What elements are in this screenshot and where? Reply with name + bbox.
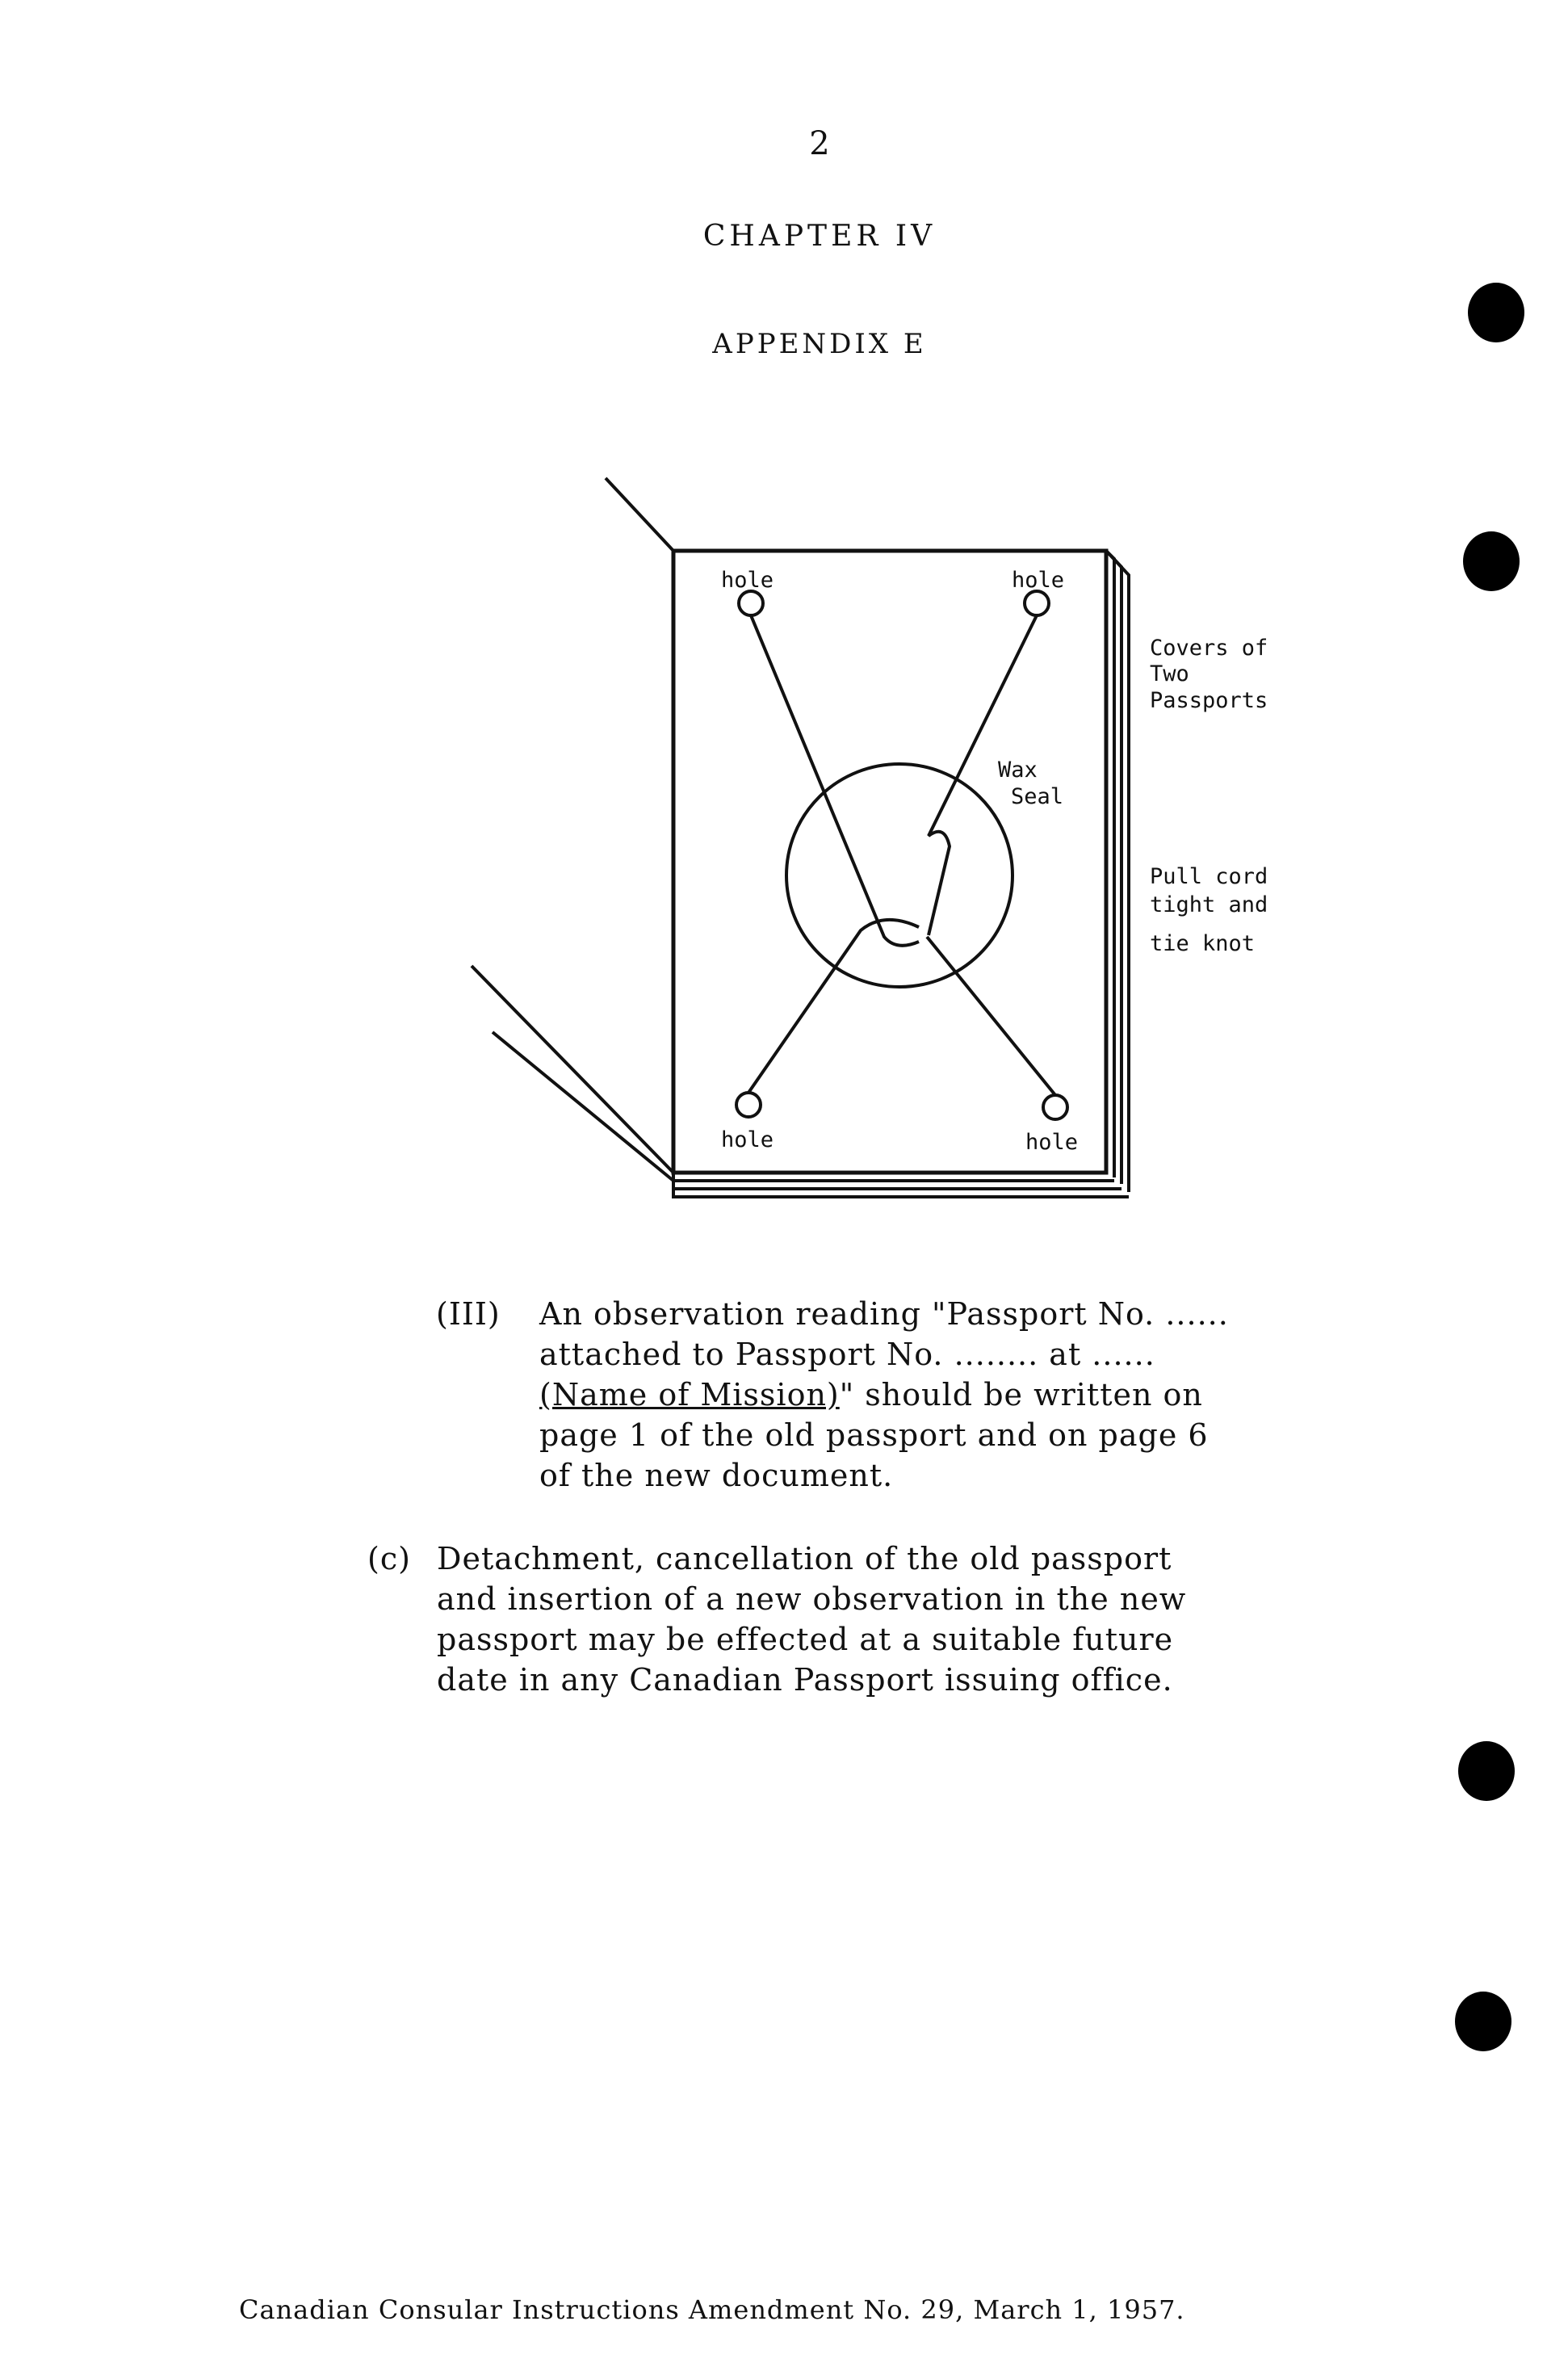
hole-label-bottom-right: hole xyxy=(1025,1130,1079,1155)
binder-hole-4 xyxy=(1455,1992,1511,2051)
paragraph-line: of the new document. xyxy=(539,1458,894,1493)
page-footer: Canadian Consular Instructions Amendment No. 29, March 1, 1957. xyxy=(239,2294,1185,2325)
binder-hole-3 xyxy=(1458,1741,1515,1801)
wax-seal-label-line2: Seal xyxy=(1011,784,1064,809)
cord-hole-top-right xyxy=(1025,591,1049,615)
wax-seal-circle xyxy=(786,764,1012,987)
paragraph-line: date in any Canadian Passport issuing office. xyxy=(437,1662,1173,1698)
name-of-mission-placeholder: (Name of Mission) xyxy=(539,1377,840,1412)
page-number: 2 xyxy=(809,125,830,162)
page-edge-right xyxy=(1106,551,1129,1192)
hole-label-top-right: hole xyxy=(1012,568,1065,593)
paragraph-line: and insertion of a new observation in the new xyxy=(437,1581,1187,1617)
pull-cord-label-line2: tight and xyxy=(1150,892,1268,917)
chapter-heading: CHAPTER IV xyxy=(702,220,937,253)
paragraph-marker: (c) xyxy=(367,1541,411,1576)
open-cover-line xyxy=(472,966,673,1173)
pull-cord-label-line1: Pull cord xyxy=(1150,864,1268,889)
paragraph-line: page 1 of the old passport and on page 6 xyxy=(539,1417,1209,1453)
covers-label-line2: Two xyxy=(1150,661,1189,686)
paragraph-iii xyxy=(436,1294,1229,1496)
paragraph-line: An observation reading "Passport No. ...... xyxy=(539,1296,1229,1332)
paragraph-line: attached to Passport No. ........ at ...... xyxy=(539,1337,1155,1372)
covers-label-line1: Covers of xyxy=(1150,636,1268,661)
cord-bottom-left xyxy=(748,920,919,1093)
appendix-heading: APPENDIX E xyxy=(712,328,927,360)
cord-hole-top-left xyxy=(739,591,763,615)
covers-label-line3: Passports xyxy=(1150,688,1268,713)
open-cover-line xyxy=(493,1032,673,1181)
cord-hole-bottom-left xyxy=(736,1093,761,1117)
cord-hole-bottom-right xyxy=(1043,1095,1067,1119)
cord-top-left xyxy=(751,615,919,946)
cord-bottom-right xyxy=(927,937,1055,1095)
paragraph-line-rest: " should be written on xyxy=(839,1377,1203,1412)
paragraph-marker: (III) xyxy=(436,1296,501,1332)
paragraph-c xyxy=(367,1538,1186,1700)
open-cover-line xyxy=(606,478,673,551)
hole-label-bottom-left: hole xyxy=(721,1127,774,1152)
pull-cord-label-line3: tie knot xyxy=(1150,931,1256,956)
paragraph-line xyxy=(436,1375,1229,1415)
hole-label-top-left: hole xyxy=(721,568,774,593)
paragraph-line: passport may be effected at a suitable future xyxy=(437,1622,1174,1657)
paragraph-line: Detachment, cancellation of the old passport xyxy=(437,1541,1172,1576)
wax-seal-label-line1: Wax xyxy=(998,758,1038,783)
